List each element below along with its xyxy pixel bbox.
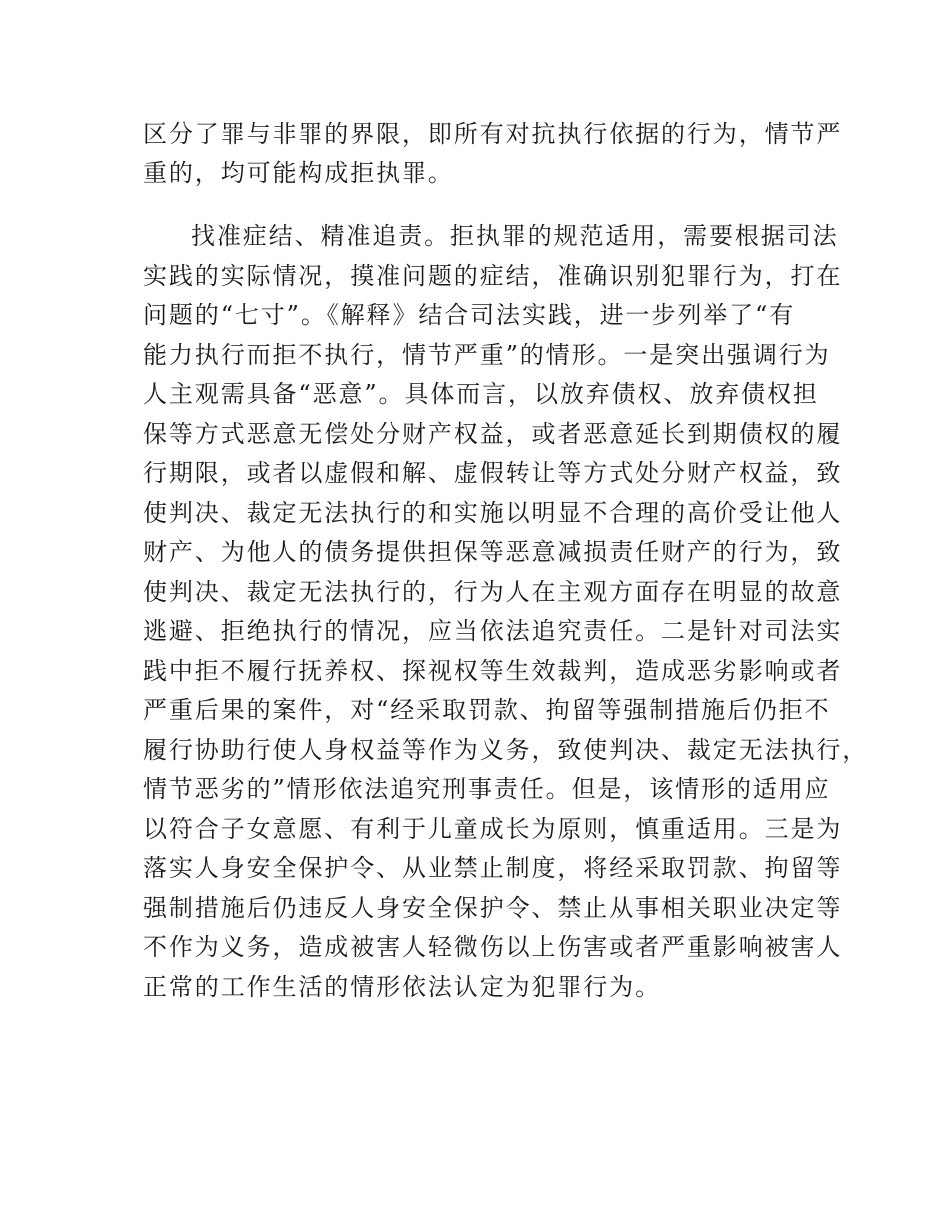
paragraph-line: 财产、为他人的债务提供担保等恶意减损责任财产的行为，致: [143, 538, 843, 566]
paragraph-1: [143, 118, 843, 196]
paragraph-line: 能力执行而拒不执行，情节严重”的情形。一是突出强调行为: [143, 340, 831, 369]
paragraph-line: 重的，均可能构成拒执罪。: [143, 159, 454, 187]
paragraph-line: 践中拒不履行抚养权、探视权等生效裁判，造成恶劣影响或者: [143, 656, 843, 685]
paragraph-line: 区分了罪与非罪的界限，即所有对抗执行依据的行为，情节严: [143, 120, 843, 148]
paragraph-line: 逃避、拒绝执行的情况，应当依法追究责任。二是针对司法实: [143, 617, 843, 645]
paragraph-line: 不作为义务，造成被害人轻微伤以上伤害或者严重影响被害人: [143, 933, 843, 961]
paragraph-line: 落实人身安全保护令、从业禁止制度，将经采取罚款、拘留等: [143, 854, 843, 882]
paragraph-line: 以符合子女意愿、有利于儿童成长为原则，慎重适用。三是为: [143, 814, 843, 843]
paragraph-line: 人主观需具备“恶意”。具体而言，以放弃债权、放弃债权担: [143, 380, 819, 408]
paragraph-line: 严重后果的案件，对“经采取罚款、拘留等强制措施后仍拒不: [143, 696, 831, 724]
paragraph-line: 问题的“七寸”。《解释》结合司法实践，进一步列举了“有: [143, 301, 796, 329]
paragraph-line: 履行协助行使人身权益等作为义务，致使判决、裁定无法执行，: [143, 735, 869, 764]
paragraph-line: 正常的工作生活的情形依法认定为犯罪行为。: [143, 972, 661, 1001]
paragraph-line: 使判决、裁定无法执行的，行为人在主观方面存在明显的故意: [143, 577, 843, 606]
paragraph-line: 强制措施后仍违反人身安全保护令、禁止从事相关职业决定等: [143, 893, 843, 922]
paragraph-line: 情节恶劣的”情形依法追究刑事责任。但是，该情形的适用应: [143, 775, 831, 803]
paragraph-line: 实践的实际情况，摸准问题的症结，准确识别犯罪行为，打在: [143, 261, 843, 290]
paragraph-line: 找准症结、精准追责。拒执罪的规范适用，需要根据司法: [191, 222, 839, 250]
paragraph-line: 行期限，或者以虚假和解、虚假转让等方式处分财产权益，致: [143, 459, 843, 487]
paragraph-2: [143, 220, 869, 1010]
paragraph-line: 保等方式恶意无偿处分财产权益，或者恶意延长到期债权的履: [143, 419, 843, 448]
paragraph-line: 使判决、裁定无法执行的和实施以明显不合理的高价受让他人: [143, 498, 843, 527]
